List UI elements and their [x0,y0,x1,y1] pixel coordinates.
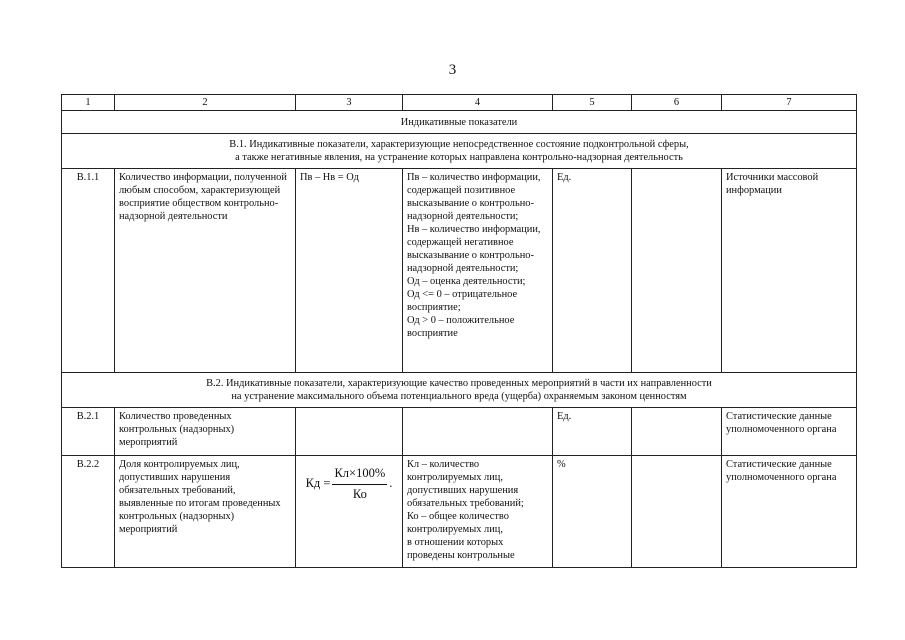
table-title-row [62,111,857,134]
description-line: Од > 0 – положительное восприятие [407,315,515,339]
indicator-col6 [632,408,722,456]
table-row [62,456,857,568]
column-number: 4 [403,95,553,111]
indicators-table [61,94,857,568]
column-number: 3 [296,95,403,111]
indicator-description [403,456,553,568]
column-number-row [62,95,857,111]
table-row [62,408,857,456]
formula-numerator: Кл×100% [332,466,387,485]
section-heading-b2 [62,373,857,408]
section-heading-b1 [62,134,857,169]
section-heading-line: В.1. Индикативные показатели, характеризующие непосредственное состояние подконтрольной сферы, [229,139,689,150]
indicator-formula: Пв – Нв = Од [296,169,403,373]
indicator-name: Количество информации, полученной любым способом, характеризующей восприятие обществом контрольно-надзорной деятельности [115,169,296,373]
formula-denominator: Ко [352,486,367,501]
column-number: 6 [632,95,722,111]
description-line: в отношении которых [407,537,504,548]
section-heading-line: В.2. Индикативные показатели, характеризующие качество проведенных мероприятий в части их направленности [206,378,712,389]
formula-fraction-stack [332,466,387,502]
section-heading-row [62,373,857,408]
description-line: проведены контрольные [407,550,515,561]
formula-fraction [306,466,393,502]
description-line: Кл – количество контролируемых лиц, допустивших нарушения обязательных требований; [407,459,524,509]
indicator-description [403,408,553,456]
description-line: Од <= 0 – отрицательное восприятие; [407,289,518,313]
indicator-source: Статистические данные уполномоченного органа [722,408,857,456]
column-number: 1 [62,95,115,111]
formula-tail: . [389,476,393,491]
column-number: 5 [553,95,632,111]
formula-lhs: Кд = [305,476,331,491]
indicator-unit: % [553,456,632,568]
indicator-code: В.1.1 [62,169,115,373]
indicator-name: Количество проведенных контрольных (надзорных) мероприятий [115,408,296,456]
description-line: Пв – количество информации, содержащей позитивное высказывание о контрольно-надзорной деятельности; [407,172,541,222]
description-line: Нв – количество информации, содержащей негативное высказывание о контрольно-надзорной деятельности; [407,224,541,274]
indicator-unit: Ед. [553,169,632,373]
indicator-formula [296,408,403,456]
section-heading-line: а также негативные явления, на устранение которых направлена контрольно-надзорная деятельность [235,152,683,163]
section-heading-line: на устранение максимального объема потенциального вреда (ущерба) охраняемым законом ценностям [231,391,687,402]
indicator-col6 [632,169,722,373]
table-title: Индикативные показатели [62,111,857,134]
indicator-unit: Ед. [553,408,632,456]
indicator-formula [296,456,403,568]
indicator-code: В.2.2 [62,456,115,568]
indicator-source: Источники массовой информации [722,169,857,373]
table-row [62,169,857,373]
indicator-col6 [632,456,722,568]
indicator-name: Доля контролируемых лиц, допустивших нарушения обязательных требований, выявленные по итогам проведенных контрольных (надзорных) мероприятий [115,456,296,568]
indicator-source: Статистические данные уполномоченного органа [722,456,857,568]
description-line: Од – оценка деятельности; [407,276,526,287]
column-number: 2 [115,95,296,111]
indicator-description [403,169,553,373]
column-number: 7 [722,95,857,111]
page-number: 3 [448,62,457,78]
description-line: Ко – общее количество контролируемых лиц, [407,511,509,535]
indicator-code: В.2.1 [62,408,115,456]
section-heading-row [62,134,857,169]
